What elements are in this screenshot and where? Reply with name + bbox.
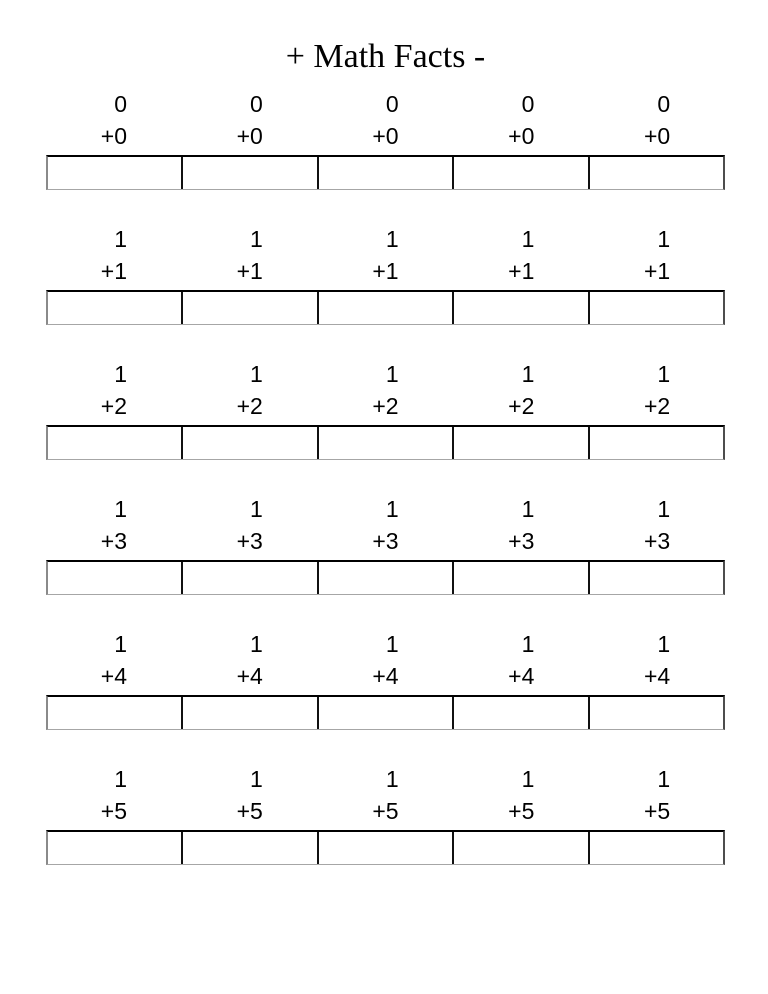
operand-stack [644, 628, 670, 692]
problem [589, 88, 725, 152]
problem-row [46, 358, 725, 460]
problem-bottom-operand: +2 [372, 393, 399, 419]
answer-box[interactable] [454, 562, 589, 594]
problem [318, 88, 454, 152]
problem-row [46, 88, 725, 190]
answer-box[interactable] [319, 697, 454, 729]
operands-row [46, 223, 725, 287]
problem-bottom-operand: +4 [508, 663, 535, 689]
problem-top-operand: 0 [250, 91, 263, 117]
operand-stack [372, 223, 398, 287]
answer-box[interactable] [319, 832, 454, 864]
problem-bottom-operand: +2 [643, 393, 671, 419]
answer-box[interactable] [454, 427, 589, 459]
answer-box[interactable] [48, 292, 183, 324]
answer-box[interactable] [590, 427, 723, 459]
answer-box[interactable] [454, 157, 589, 189]
operand-stack [372, 628, 398, 692]
answer-box[interactable] [319, 427, 454, 459]
operand-stack [237, 223, 263, 287]
answer-row [46, 695, 725, 730]
problem [182, 763, 318, 827]
operand-stack [372, 493, 398, 557]
problem-bottom-operand: +0 [372, 123, 399, 149]
operand-stack [508, 493, 534, 557]
operand-stack [237, 358, 263, 422]
answer-box[interactable] [590, 157, 723, 189]
operand-stack [101, 223, 127, 287]
problem-top-operand: 1 [657, 631, 671, 657]
problem-top-operand: 1 [657, 361, 671, 387]
problem [318, 493, 454, 557]
problem [46, 223, 182, 287]
operand-stack [101, 88, 127, 152]
problem [453, 763, 589, 827]
problem-bottom-operand: +3 [508, 528, 535, 554]
problem [46, 493, 182, 557]
answer-box[interactable] [183, 697, 318, 729]
problem-bottom-operand: +1 [643, 258, 671, 284]
problem-top-operand: 1 [521, 226, 535, 252]
problem-bottom-operand: +2 [508, 393, 535, 419]
problem [182, 223, 318, 287]
operands-row [46, 358, 725, 422]
operand-stack [372, 358, 398, 422]
problem-top-operand: 1 [114, 631, 128, 657]
problem [453, 223, 589, 287]
answer-box[interactable] [319, 562, 454, 594]
problem [46, 763, 182, 827]
operand-stack [508, 88, 534, 152]
problem-top-operand: 0 [657, 91, 671, 117]
answer-box[interactable] [319, 157, 454, 189]
problem-bottom-operand: +4 [236, 663, 263, 689]
problem-bottom-operand: +4 [643, 663, 671, 689]
answer-box[interactable] [183, 562, 318, 594]
answer-row [46, 560, 725, 595]
problem-bottom-operand: +5 [100, 798, 128, 824]
problem-bottom-operand: +1 [100, 258, 128, 284]
problem-top-operand: 1 [521, 361, 535, 387]
problem [46, 358, 182, 422]
problem-bottom-operand: +5 [236, 798, 263, 824]
problem-top-operand: 1 [250, 496, 263, 522]
problem-top-operand: 1 [114, 361, 128, 387]
problem-top-operand: 1 [250, 361, 263, 387]
problem [453, 493, 589, 557]
problem [453, 628, 589, 692]
problem [46, 88, 182, 152]
answer-box[interactable] [183, 427, 318, 459]
problem [318, 628, 454, 692]
answer-row [46, 155, 725, 190]
operand-stack [101, 493, 127, 557]
problem-top-operand: 0 [521, 91, 535, 117]
worksheet-title: + Math Facts - [285, 38, 486, 75]
answer-row [46, 830, 725, 865]
answer-box[interactable] [590, 292, 723, 324]
problem-top-operand: 1 [657, 766, 671, 792]
problem-bottom-operand: +5 [372, 798, 399, 824]
operands-row [46, 763, 725, 827]
operand-stack [101, 628, 127, 692]
operand-stack [644, 223, 670, 287]
answer-box[interactable] [48, 832, 183, 864]
operand-stack [101, 358, 127, 422]
problem-row [46, 763, 725, 865]
problem-row [46, 493, 725, 595]
problem-bottom-operand: +3 [643, 528, 671, 554]
problem-bottom-operand: +4 [100, 663, 128, 689]
problem [182, 628, 318, 692]
problem-row [46, 223, 725, 325]
problem [589, 493, 725, 557]
problem-top-operand: 1 [250, 226, 263, 252]
operands-row [46, 493, 725, 557]
problem-row [46, 628, 725, 730]
answer-box[interactable] [454, 832, 589, 864]
problem-bottom-operand: +0 [643, 123, 671, 149]
operand-stack [644, 763, 670, 827]
problem-top-operand: 1 [657, 226, 671, 252]
answer-box[interactable] [590, 697, 723, 729]
operand-stack [508, 628, 534, 692]
problem-bottom-operand: +4 [372, 663, 399, 689]
answer-box[interactable] [48, 697, 183, 729]
problem-top-operand: 1 [114, 496, 128, 522]
problem-bottom-operand: +0 [508, 123, 535, 149]
answer-row [46, 290, 725, 325]
answer-row [46, 425, 725, 460]
problem-bottom-operand: +3 [372, 528, 399, 554]
answer-box[interactable] [48, 562, 183, 594]
problem-bottom-operand: +3 [236, 528, 263, 554]
problem-top-operand: 0 [114, 91, 128, 117]
problem-bottom-operand: +1 [372, 258, 399, 284]
operand-stack [372, 763, 398, 827]
operand-stack [508, 358, 534, 422]
problem-top-operand: 1 [114, 766, 128, 792]
problem-bottom-operand: +5 [508, 798, 535, 824]
problem-top-operand: 1 [521, 631, 535, 657]
answer-box[interactable] [590, 832, 723, 864]
problem [589, 223, 725, 287]
operand-stack [237, 628, 263, 692]
problem [46, 628, 182, 692]
problem-bottom-operand: +3 [100, 528, 128, 554]
problem [318, 763, 454, 827]
problem [318, 223, 454, 287]
answer-box[interactable] [48, 427, 183, 459]
problem [182, 88, 318, 152]
problem-bottom-operand: +1 [236, 258, 263, 284]
problem-top-operand: 1 [521, 766, 535, 792]
problem-top-operand: 1 [657, 496, 671, 522]
problem-bottom-operand: +5 [643, 798, 671, 824]
problem [453, 88, 589, 152]
problem-bottom-operand: +2 [236, 393, 263, 419]
problem-top-operand: 1 [114, 226, 128, 252]
problem [589, 763, 725, 827]
problem-bottom-operand: +1 [508, 258, 535, 284]
operand-stack [237, 493, 263, 557]
operands-row [46, 628, 725, 692]
operands-row [46, 88, 725, 152]
problem-top-operand: 1 [385, 226, 399, 252]
problem [589, 358, 725, 422]
problem-top-operand: 1 [521, 496, 535, 522]
operand-stack [372, 88, 398, 152]
problem-top-operand: 1 [250, 631, 263, 657]
problem-bottom-operand: +2 [100, 393, 128, 419]
problem [182, 358, 318, 422]
problem [318, 358, 454, 422]
operand-stack [508, 763, 534, 827]
answer-box[interactable] [454, 292, 589, 324]
problem-top-operand: 1 [250, 766, 263, 792]
problem-top-operand: 1 [385, 631, 399, 657]
operand-stack [237, 88, 263, 152]
operand-stack [237, 763, 263, 827]
problem-bottom-operand: +0 [100, 123, 128, 149]
problem-top-operand: 1 [385, 496, 399, 522]
operand-stack [644, 358, 670, 422]
answer-box[interactable] [183, 292, 318, 324]
operand-stack [508, 223, 534, 287]
answer-box[interactable] [183, 832, 318, 864]
problem-bottom-operand: +0 [236, 123, 263, 149]
problem [589, 628, 725, 692]
answer-box[interactable] [48, 157, 183, 189]
problem [453, 358, 589, 422]
operand-stack [101, 763, 127, 827]
problem-top-operand: 1 [385, 766, 399, 792]
problem-top-operand: 0 [385, 91, 399, 117]
answer-box[interactable] [183, 157, 318, 189]
answer-box[interactable] [454, 697, 589, 729]
problem [182, 493, 318, 557]
operand-stack [644, 493, 670, 557]
operand-stack [644, 88, 670, 152]
problem-top-operand: 1 [385, 361, 399, 387]
answer-box[interactable] [590, 562, 723, 594]
answer-box[interactable] [319, 292, 454, 324]
